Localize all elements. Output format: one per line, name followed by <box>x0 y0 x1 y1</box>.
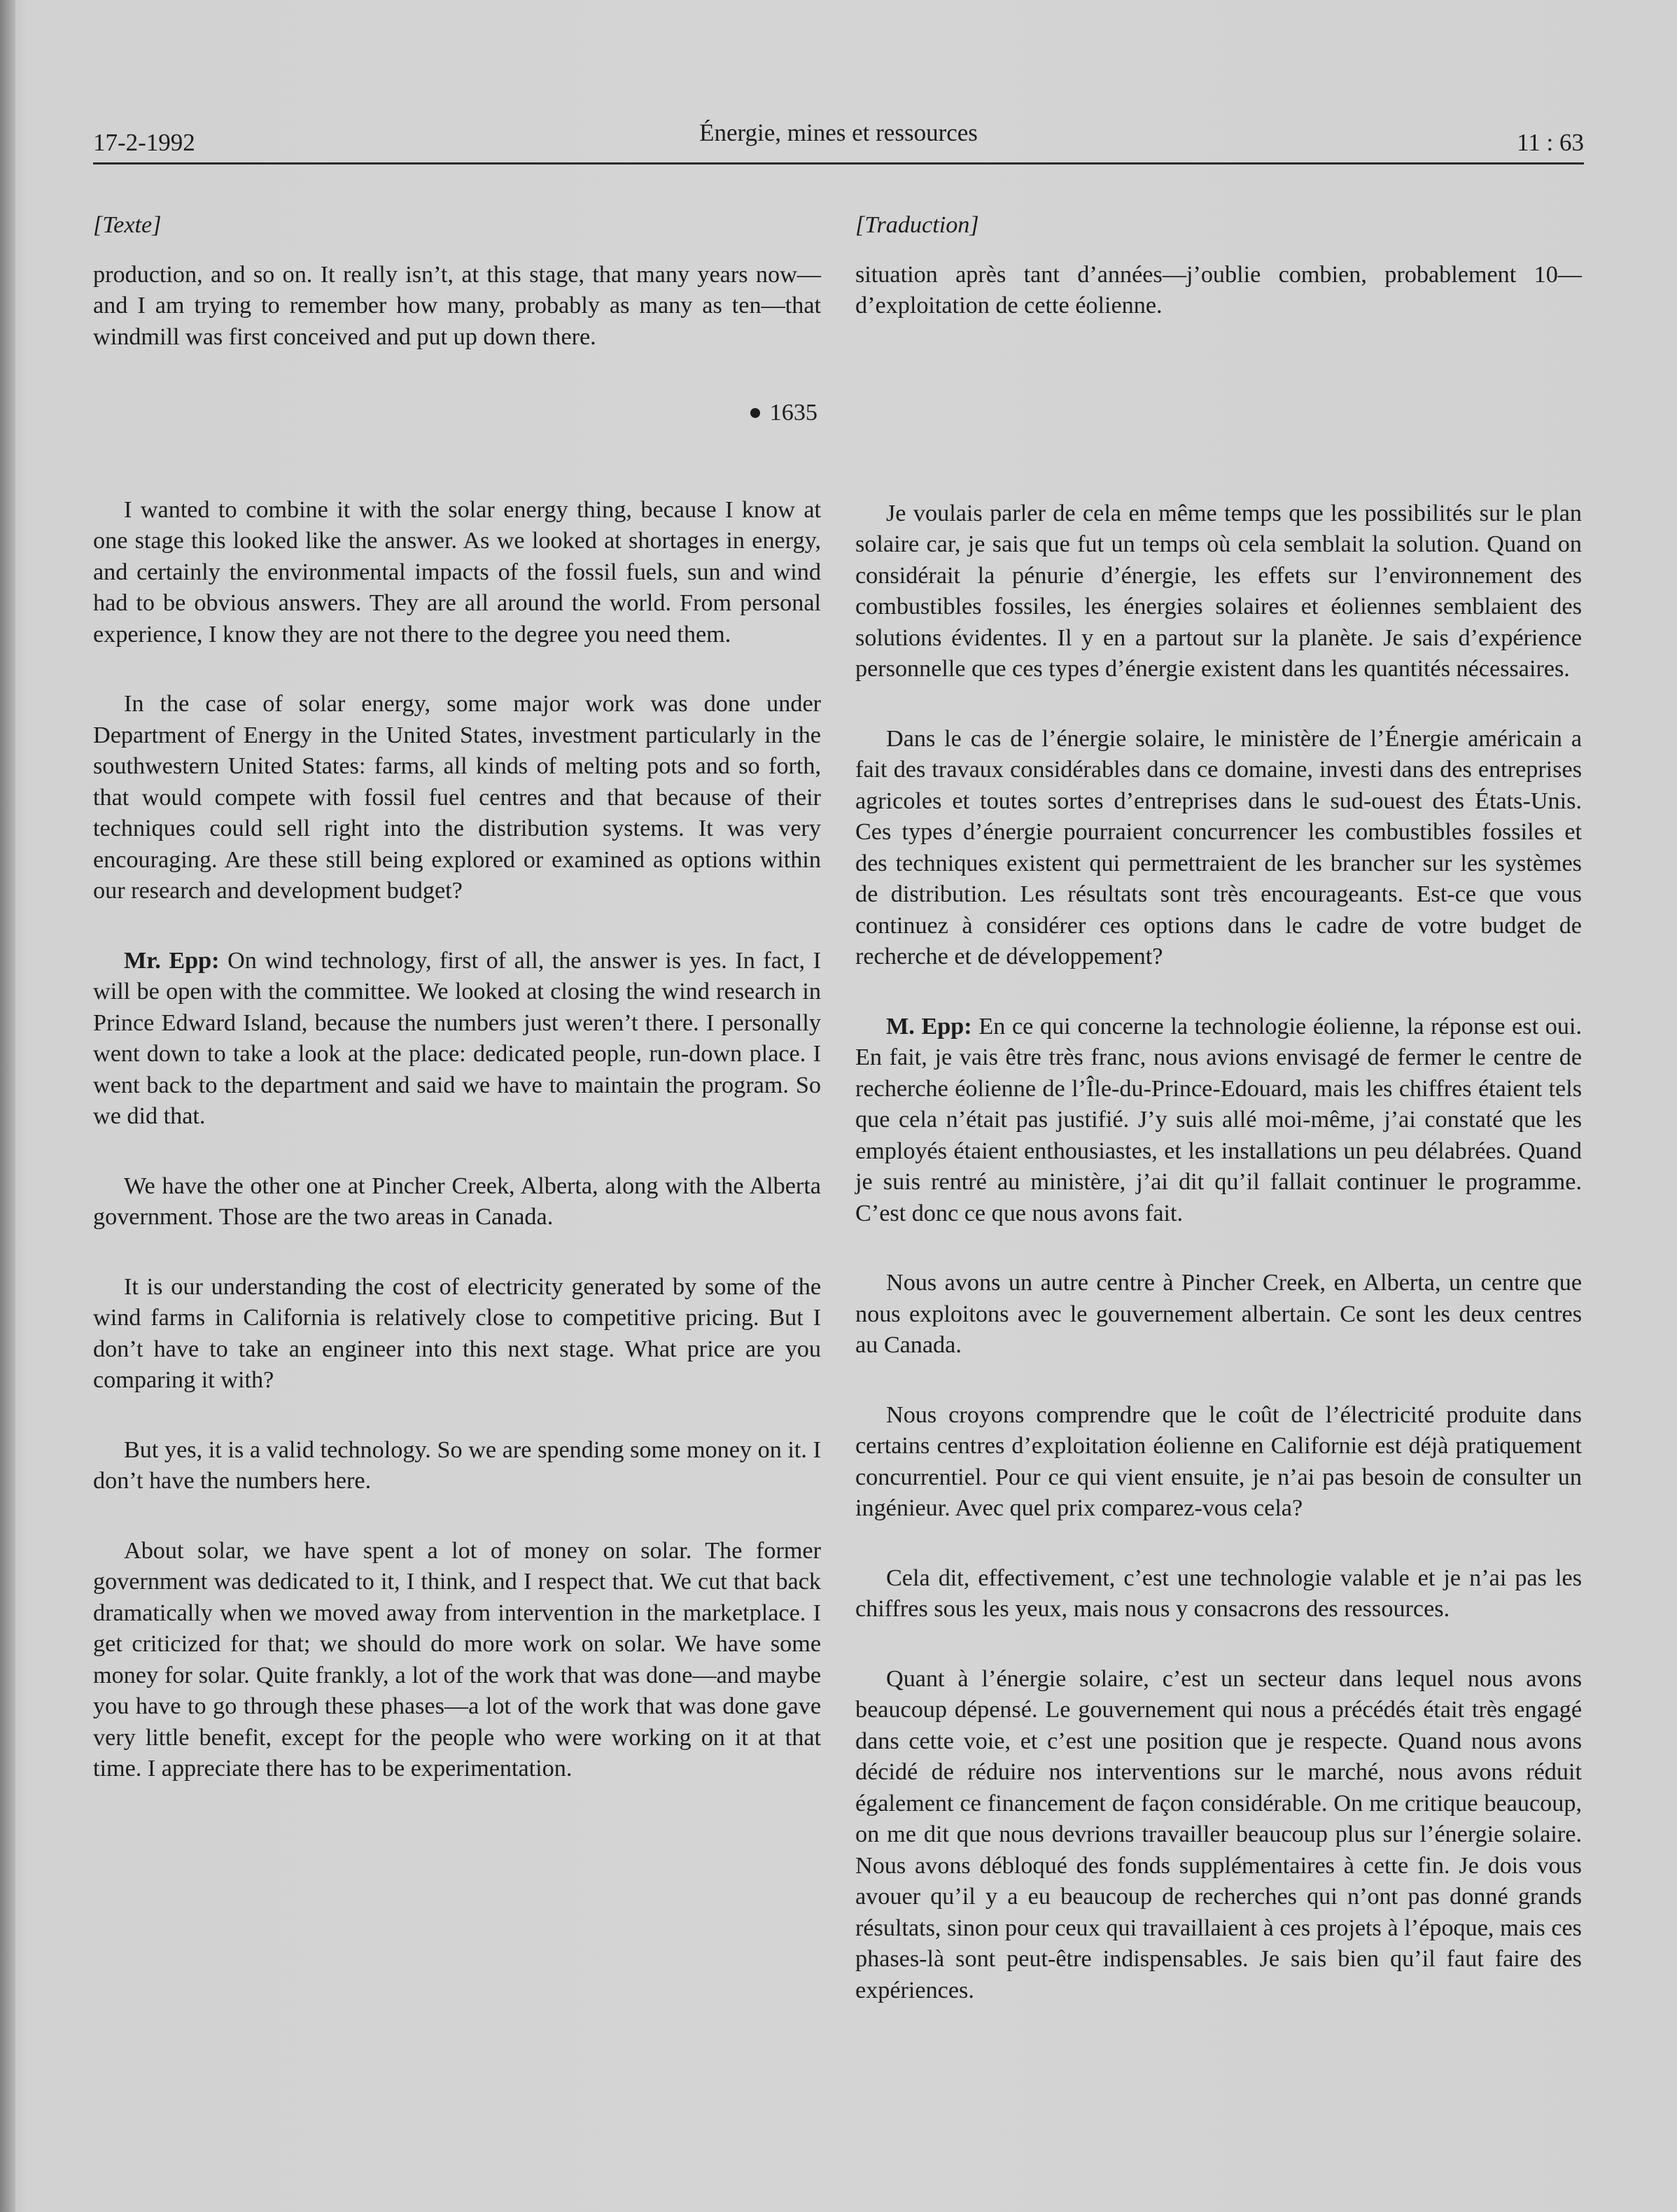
fr-paragraph-1: situation après tant d’années—j’oublie combien, probablement 10—d’exploitation de cette éolienne. <box>855 261 1582 318</box>
fr-paragraph-8: Quant à l’énergie solaire, c’est un secteur dans lequel nous avons beaucoup dépensé. Le gouvernement qui nous a précédés était très engagé dans cette voie, et c’est une position que je respecte. Quand nous avons décidé de réduire nos interventions sur le marché, nous avons réduit également ce financement de façon considérable. On me critique beaucoup, on me dit que nous devrions travailler beaucoup plus sur l’énergie solaire. Nous avons débloqué des fonds supplémentaires à cette fin. Je dois vous avouer qu’il y a eu beaucoup de recherches qui n’ont pas donné grands résultats, sinon pour ceux qui travaillaient à ces projets à l’époque, mais ces phases-là sont peut-être indispensables. Je sais bien qu’il faut faire des expériences. <box>855 1665 1582 2003</box>
english-label: [Texte] <box>93 212 162 238</box>
en-speaker: Mr. Epp: <box>124 947 220 974</box>
en-paragraph-2: I wanted to combine it with the solar energy thing, because I know at one stage this looked like the answer. As we looked at shortages in energy, and certainly the environmental impacts of the fossil fuels, sun and wind had to be obvious answers. They are all around the world. From personal experience, I know they are not there to the degree you need them. <box>93 496 821 648</box>
fr-speaker: M. Epp: <box>886 1013 972 1040</box>
page-header <box>93 119 1584 164</box>
fr-paragraph-4 <box>855 1011 1582 1230</box>
en-paragraph-5: We have the other one at Pincher Creek, Alberta, along with the Alberta government. Those are the two areas in Canada. <box>93 1172 821 1230</box>
en-paragraph-7: But yes, it is a valid technology. So we are spending some money on it. I don’t have the numbers here. <box>93 1436 821 1494</box>
en-paragraph-6: It is our understanding the cost of electricity generated by some of the wind farms in California is relatively close to competitive pricing. But I don’t have to take an engineer into this next stage. What price are you comparing it with? <box>93 1273 821 1393</box>
header-title: Énergie, mines et ressources <box>699 119 978 146</box>
fr-paragraph-6: Nous croyons comprendre que le coût de l’électricité produite dans certains centres d’exploitation éolienne en Californie est déjà pratiquement concurrentiel. Pour ce qui vient ensuite, je n’ai pas besoin de consulter un ingénieur. Avec quel prix comparez-vous cela? <box>855 1401 1582 1521</box>
french-label: [Traduction] <box>855 212 979 238</box>
fr-paragraph-2: Je voulais parler de cela en même temps que les possibilités sur le plan solaire car, je sais que fut un temps où cela semblait la solution. Quand on considérait la pénurie d’énergie, les effets sur l’environnement des combustibles fossiles, les énergies solaires et éoliennes semblaient des solutions évidentes. Il y en a partout sur la planète. Je sais d’expérience personnelle que ces types d’énergie existent dans les quantités nécessaires. <box>855 500 1582 682</box>
en-paragraph-1: production, and so on. It really isn’t, at this stage, that many years now—and I am trying to remember how many, probably as many as ten—that windmill was first conceived and put up down there. <box>93 261 821 350</box>
en-paragraph-4 <box>93 946 821 1133</box>
fr-paragraph-3: Dans le cas de l’énergie solaire, le ministère de l’Énergie américain a fait des travaux considérables dans ce domaine, investi dans des entreprises agricoles et toutes sortes d’entreprises dans le sud-ouest des États-Unis. Ces types d’énergie pourraient concurrencer les combustibles fossiles et des techniques existent qui permettraient de les brancher sur les systèmes de distribution. Les résultats sont très encourageants. Est-ce que vous continuez à considérer ces options dans le cadre de votre budget de recherche et de développement? <box>855 725 1582 969</box>
fr-paragraph-4-text: En ce qui concerne la technologie éolienne, la réponse est oui. En fait, je vais être très franc, nous avions envisagé de fermer le centre de recherche éolienne de l’Île-du-Prince-Edouard, mais les chiffres étaient tels que cela n’était pas justifié. J’y suis allé moi-même, j’ai constaté que les employés étaient enthousiastes, et les installations un peu délabrées. Quand je suis rentré au ministère, j’ai dit qu’il fallait continuer le programme. C’est donc ce que nous avons fait. <box>855 1013 1582 1226</box>
header-page-number: 11 : 63 <box>1517 129 1584 156</box>
english-label-text: Texte <box>102 212 153 238</box>
time-marker-text: 1635 <box>769 400 818 426</box>
fr-paragraph-7: Cela dit, effectivement, c’est une technologie valable et je n’ai pas les chiffres sous les yeux, mais nous y consacrons des ressources. <box>855 1564 1582 1622</box>
binding-edge <box>0 0 15 2212</box>
fr-paragraph-5: Nous avons un autre centre à Pincher Creek, en Alberta, un centre que nous exploitons avec le gouvernement albertain. Ce sont les deux centres au Canada. <box>855 1270 1582 1358</box>
en-paragraph-8: About solar, we have spent a lot of money on solar. The former government was dedicated to it, I think, and I respect that. We cut that back dramatically when we moved away from intervention in the marketplace. I get criticized for that; we should do more work on solar. We have some money for solar. Quite frankly, a lot of the work that was done—and maybe you have to go through these phases—a lot of the work that was done gave very little benefit, except for the people who were working on it at that time. I appreciate there has to be experimentation. <box>93 1537 821 1782</box>
english-column <box>93 210 821 1785</box>
time-marker <box>93 398 821 429</box>
bullet-icon <box>750 408 760 418</box>
header-date: 17-2-1992 <box>93 129 195 156</box>
en-paragraph-3: In the case of solar energy, some major work was done under Department of Energy in the United States, investment particularly in the southwestern United States: farms, all kinds of melting pots and so forth, that would compete with fossil fuel centres and that because of their techniques could sell right into the distribution systems. It was very encouraging. Are these still being explored or examined as options within our research and development budget? <box>93 691 821 904</box>
french-column <box>855 210 1582 2006</box>
en-paragraph-4-text: On wind technology, first of all, the answer is yes. In fact, I will be open with the committee. We looked at closing the wind research in Prince Edward Island, because the numbers just weren’t there. I personally went down to take a look at the place: dedicated people, run-down place. I went back to the department and said we have to maintain the program. So we did that. <box>93 947 821 1129</box>
french-label-text: Traduction <box>864 212 970 238</box>
